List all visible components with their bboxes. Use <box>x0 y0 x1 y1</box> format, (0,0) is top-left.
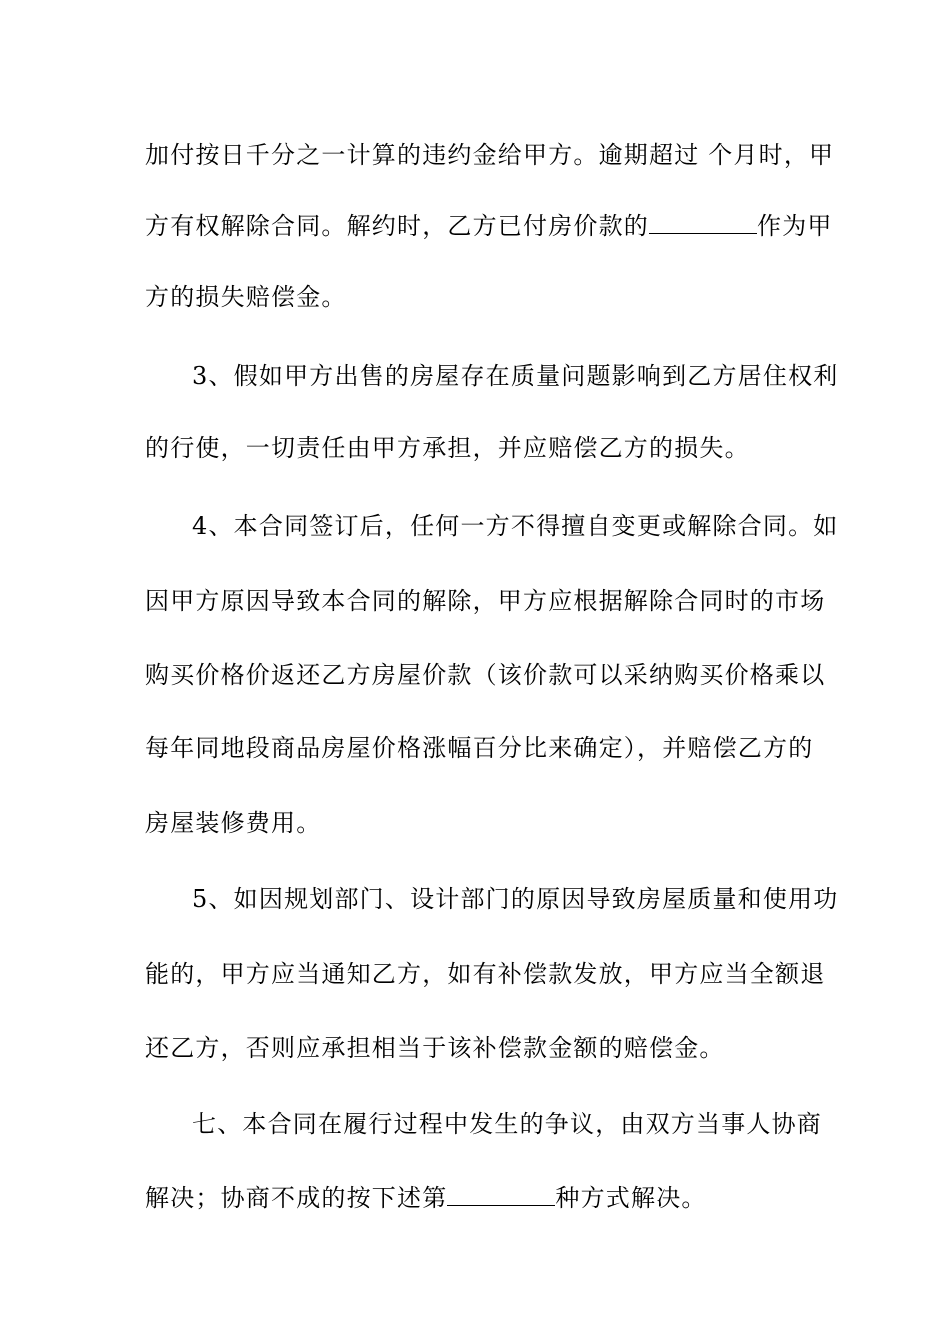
paragraph-line <box>145 209 833 243</box>
line-text: 方有权解除合同。解约时，乙方已付房价款的 <box>145 212 649 240</box>
line-text: 还乙方，否则应承担相当于该补偿款金额的赔偿金。 <box>145 1034 725 1062</box>
line-text: 4、本合同签订后，任何一方不得擅自变更或解除合同。如 <box>192 512 839 540</box>
fill-in-blank <box>649 211 757 234</box>
paragraph-line <box>192 1107 862 1141</box>
paragraph-line <box>192 359 862 393</box>
paragraph-line <box>145 957 826 991</box>
line-text: 5、如因规划部门、设计部门的原因导致房屋质量和使用功 <box>192 885 839 913</box>
line-text: 购买价格价返还乙方房屋价款（该价款可以采纳购买价格乘以 <box>145 661 826 689</box>
paragraph-line <box>145 1031 815 1065</box>
paragraph-line <box>145 431 815 465</box>
paragraph-line <box>145 1181 815 1215</box>
line-text: 加付按日千分之一计算的违约金给甲方。逾期超过 个月时，甲 <box>145 141 835 169</box>
paragraph-line <box>192 882 862 916</box>
line-text: 的行使，一切责任由甲方承担，并应赔偿乙方的损失。 <box>145 434 750 462</box>
line-text: 每年同地段商品房屋价格涨幅百分比来确定），并赔偿乙方的 <box>145 734 814 762</box>
fill-in-blank <box>447 1183 555 1206</box>
paragraph-line <box>145 138 835 172</box>
paragraph-line <box>145 584 826 618</box>
line-text: 能的，甲方应当通知乙方，如有补偿款发放，甲方应当全额退 <box>145 960 826 988</box>
line-text: 方的损失赔偿金。 <box>145 283 347 311</box>
line-text: 3、假如甲方出售的房屋存在质量问题影响到乙方居住权利 <box>192 362 839 390</box>
paragraph-line <box>145 658 826 692</box>
line-text: 七、本合同在履行过程中发生的争议，由双方当事人协商 <box>192 1110 822 1138</box>
line-text: 种方式解决。 <box>555 1184 707 1212</box>
paragraph-line <box>145 806 815 840</box>
paragraph-line <box>145 280 815 314</box>
line-text: 作为甲 <box>757 212 833 240</box>
line-text: 解决；协商不成的按下述第 <box>145 1184 448 1212</box>
paragraph-line <box>192 509 862 543</box>
paragraph-line <box>145 731 815 765</box>
line-text: 因甲方原因导致本合同的解除，甲方应根据解除合同时的市场 <box>145 587 826 615</box>
line-text: 房屋装修费用。 <box>145 809 322 837</box>
